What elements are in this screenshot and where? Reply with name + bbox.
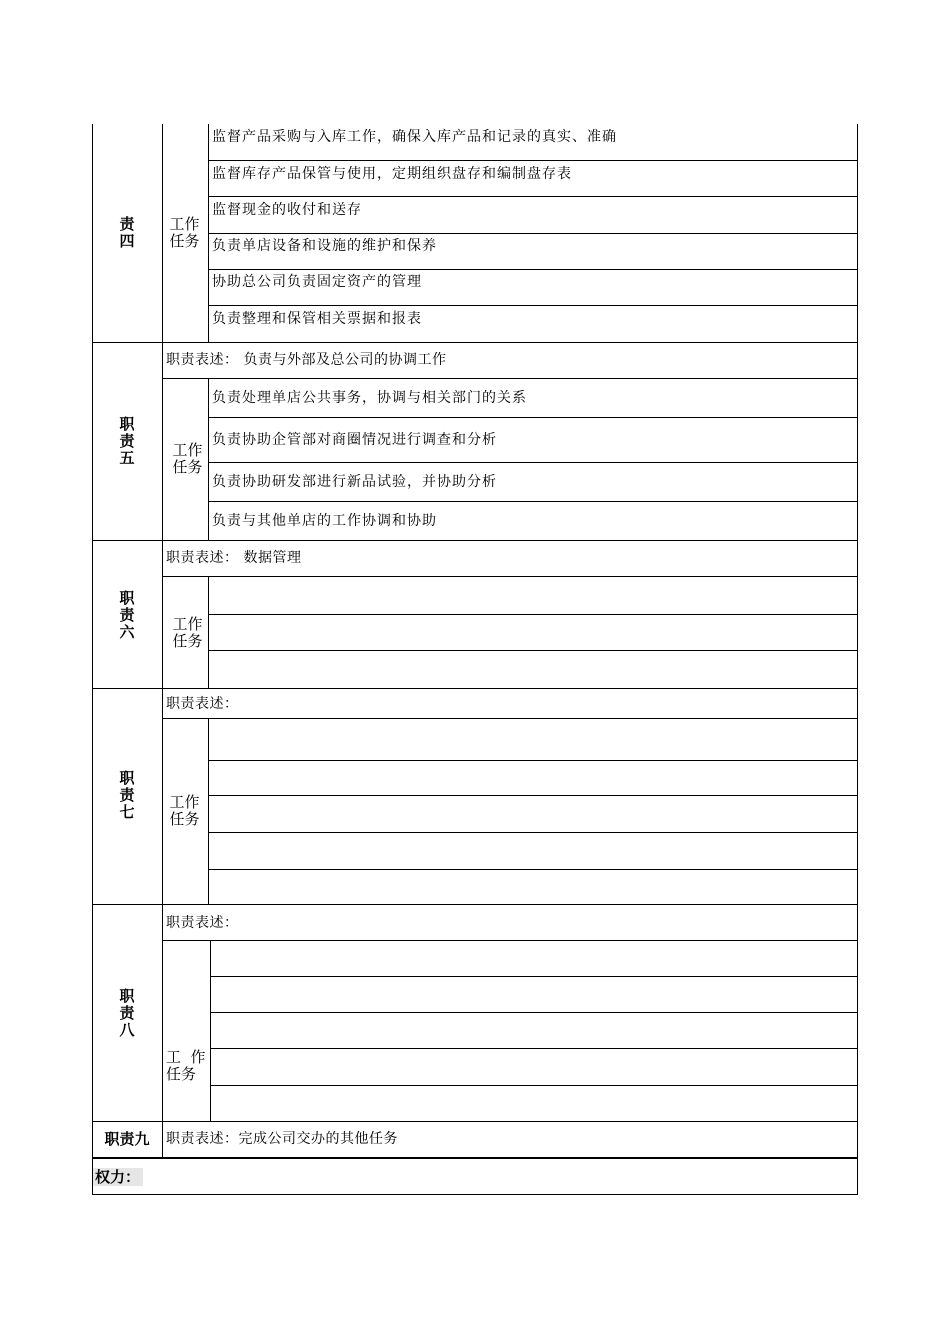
duty4-task-3: 监督现金的收付和送存 bbox=[212, 202, 362, 218]
row-divider bbox=[92, 688, 858, 689]
duty4-task-5: 协助总公司负责固定资产的管理 bbox=[212, 274, 422, 290]
table-border-bottom bbox=[92, 1194, 858, 1195]
duty4-task-2: 监督库存产品保管与使用，定期组织盘存和编制盘存表 bbox=[212, 166, 572, 182]
duty8-header: 职 责 八 bbox=[119, 987, 135, 1039]
duty4-task-1: 监督产品采购与入库工作，确保入库产品和记录的真实、准确 bbox=[212, 129, 617, 145]
duty7-task-label: 工作 任务 bbox=[169, 793, 200, 828]
job-description-table bbox=[92, 124, 858, 1195]
power-section-divider bbox=[92, 1157, 858, 1159]
power-label: 权力： bbox=[93, 1168, 143, 1186]
duty5-task-3: 负责协助研发部进行新品试验，并协助分析 bbox=[212, 474, 497, 490]
duty5-task-4: 负责与其他单店的工作协调和协助 bbox=[212, 513, 437, 529]
duty6-task-label: 工作 任务 bbox=[172, 615, 203, 650]
duty5-task-2: 负责协助企管部对商圈情况进行调查和分析 bbox=[212, 432, 497, 448]
row-divider bbox=[92, 1121, 858, 1122]
duty6-statement: 职责表述： 数据管理 bbox=[166, 550, 302, 566]
duty4-task-4: 负责单店设备和设施的维护和保养 bbox=[212, 238, 437, 254]
table-border-right bbox=[857, 124, 858, 1195]
duty9-header: 职责九 bbox=[104, 1130, 150, 1148]
row-divider bbox=[92, 342, 858, 343]
row-divider bbox=[92, 904, 858, 905]
duty9-statement: 职责表述：完成公司交办的其他任务 bbox=[166, 1131, 398, 1147]
row-divider bbox=[92, 540, 858, 541]
duty8-statement: 职责表述： bbox=[166, 915, 239, 931]
duty7-header: 职 责 七 bbox=[119, 769, 135, 821]
duty5-statement: 职责表述： 负责与外部及总公司的协调工作 bbox=[166, 352, 447, 368]
duty5-header: 职 责 五 bbox=[119, 415, 135, 467]
duty-column-divider bbox=[162, 124, 163, 1158]
duty4-task-label: 工作 任务 bbox=[169, 215, 200, 250]
duty7-statement: 职责表述： bbox=[166, 696, 239, 712]
duty5-task-1: 负责处理单店公共事务，协调与相关部门的关系 bbox=[212, 390, 527, 406]
duty4-header: 责 四 bbox=[119, 215, 135, 250]
duty8-task-label: 工 作 任务 bbox=[166, 1048, 206, 1083]
duty4-task-6: 负责整理和保管相关票据和报表 bbox=[212, 311, 422, 327]
duty5-task-label: 工作 任务 bbox=[172, 441, 203, 476]
duty6-header: 职 责 六 bbox=[119, 589, 135, 641]
